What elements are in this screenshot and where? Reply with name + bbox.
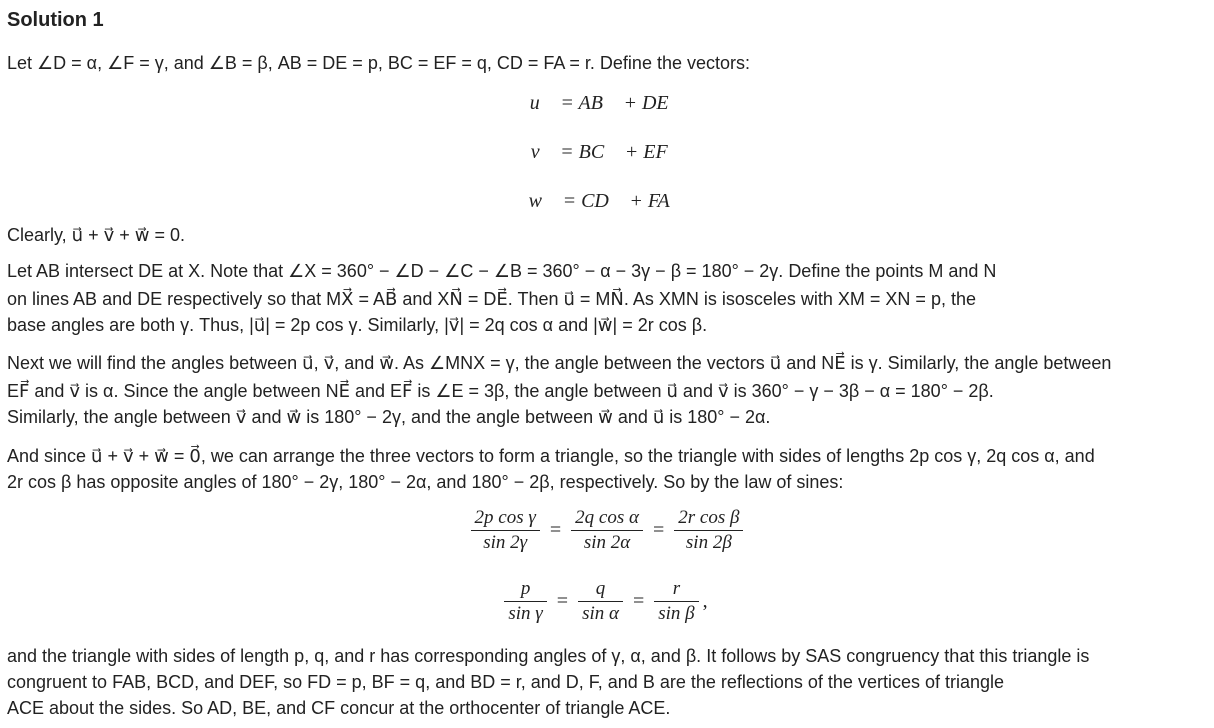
- paragraph-1-line-2: on lines AB and DE respectively so that MX⃗ = AB⃗ and XN⃗ = DE⃗. Then u⃗ = MN⃗. As XMN is isosceles with XM = XN = p, the: [7, 289, 976, 309]
- intro-line: Let ∠D = α, ∠F = γ, and ∠B = β, AB = DE = p, BC = EF = q, CD = FA = r. Define the vectors:: [7, 53, 750, 73]
- paragraph-2-line-3: Similarly, the angle between v⃗ and w⃗ is 180° − 2γ, and the angle between w⃗ and u⃗ is 180° − 2α.: [7, 407, 771, 427]
- paragraph-2-line-2: EF⃗ and v⃗ is α. Since the angle between NE⃗ and EF⃗ is ∠E = 3β, the angle between u⃗ and v⃗ is 360° − γ − 3β − α = 180° − 2β.: [7, 381, 994, 401]
- fraction: [571, 506, 643, 555]
- fraction: [654, 577, 698, 626]
- denominator: sin 2γ: [483, 532, 528, 553]
- fraction: [674, 506, 743, 555]
- numerator: p: [520, 578, 531, 599]
- vector-w-definition: w⃗ = CD⃗ + FA⃗: [528, 190, 686, 212]
- paragraph-3-line-2: 2r cos β has opposite angles of 180° − 2γ, 180° − 2α, and 180° − 2β, respectively. So by the law of sines:: [7, 472, 844, 492]
- paragraph-4-line-1: and the triangle with sides of length p, q, and r has corresponding angles of γ, α, and β. It follows by SAS congruency that this triangle is: [7, 646, 1090, 666]
- solution-heading: Solution 1: [7, 9, 104, 31]
- equals-sign: =: [652, 519, 665, 541]
- law-of-sines-equation-1: [7, 506, 1207, 555]
- clearly-line: Clearly, u⃗ + v⃗ + w⃗ = 0.: [7, 225, 186, 245]
- denominator: sin α: [582, 603, 619, 624]
- paragraph-3-line-1: And since u⃗ + v⃗ + w⃗ = 0⃗, we can arrange the three vectors to form a triangle, so the triangle with sides of lengths 2p cos γ, 2q cos α, and: [7, 446, 1095, 466]
- numerator: 2q cos α: [575, 507, 639, 528]
- equals-sign: =: [549, 519, 562, 541]
- denominator: sin γ: [508, 603, 543, 624]
- fraction: [504, 577, 546, 626]
- fraction: [578, 577, 623, 626]
- paragraph-4-line-2: congruent to FAB, BCD, and DEF, so FD = p, BF = q, and BD = r, and D, F, and B are the reflections of the vertices of triangle: [7, 672, 1005, 692]
- paragraph-1-line-3: base angles are both γ. Thus, |u⃗| = 2p cos γ. Similarly, |v⃗| = 2q cos α and |w⃗| = 2r cos β.: [7, 315, 708, 335]
- fraction: [471, 506, 540, 555]
- vector-u-definition: u⃗ = AB⃗ + DE⃗: [529, 92, 685, 114]
- law-of-sines-equation-2: [7, 577, 1207, 626]
- numerator: 2p cos γ: [474, 507, 536, 528]
- numerator: q: [595, 578, 606, 599]
- denominator: sin 2α: [583, 532, 631, 553]
- equals-sign: =: [632, 590, 645, 612]
- denominator: sin β: [658, 603, 695, 624]
- paragraph-1-line-1: Let AB intersect DE at X. Note that ∠X = 360° − ∠D − ∠C − ∠B = 360° − α − 3γ − β = 180° − 2γ. Define the points M and N: [7, 261, 997, 281]
- trailing-comma: ,: [702, 590, 708, 612]
- equals-sign: =: [556, 590, 569, 612]
- paragraph-4-line-3: ACE about the sides. So AD, BE, and CF concur at the orthocenter of triangle ACE.: [7, 698, 671, 718]
- denominator: sin 2β: [685, 532, 732, 553]
- numerator: r: [672, 578, 681, 599]
- numerator: 2r cos β: [678, 507, 740, 528]
- vector-v-definition: v⃗ = BC⃗ + EF⃗: [530, 141, 684, 163]
- paragraph-2-line-1: Next we will find the angles between u⃗, v⃗, and w⃗. As ∠MNX = γ, the angle between the vectors u⃗ and NE⃗ is γ. Similarly, the angle between: [7, 353, 1112, 373]
